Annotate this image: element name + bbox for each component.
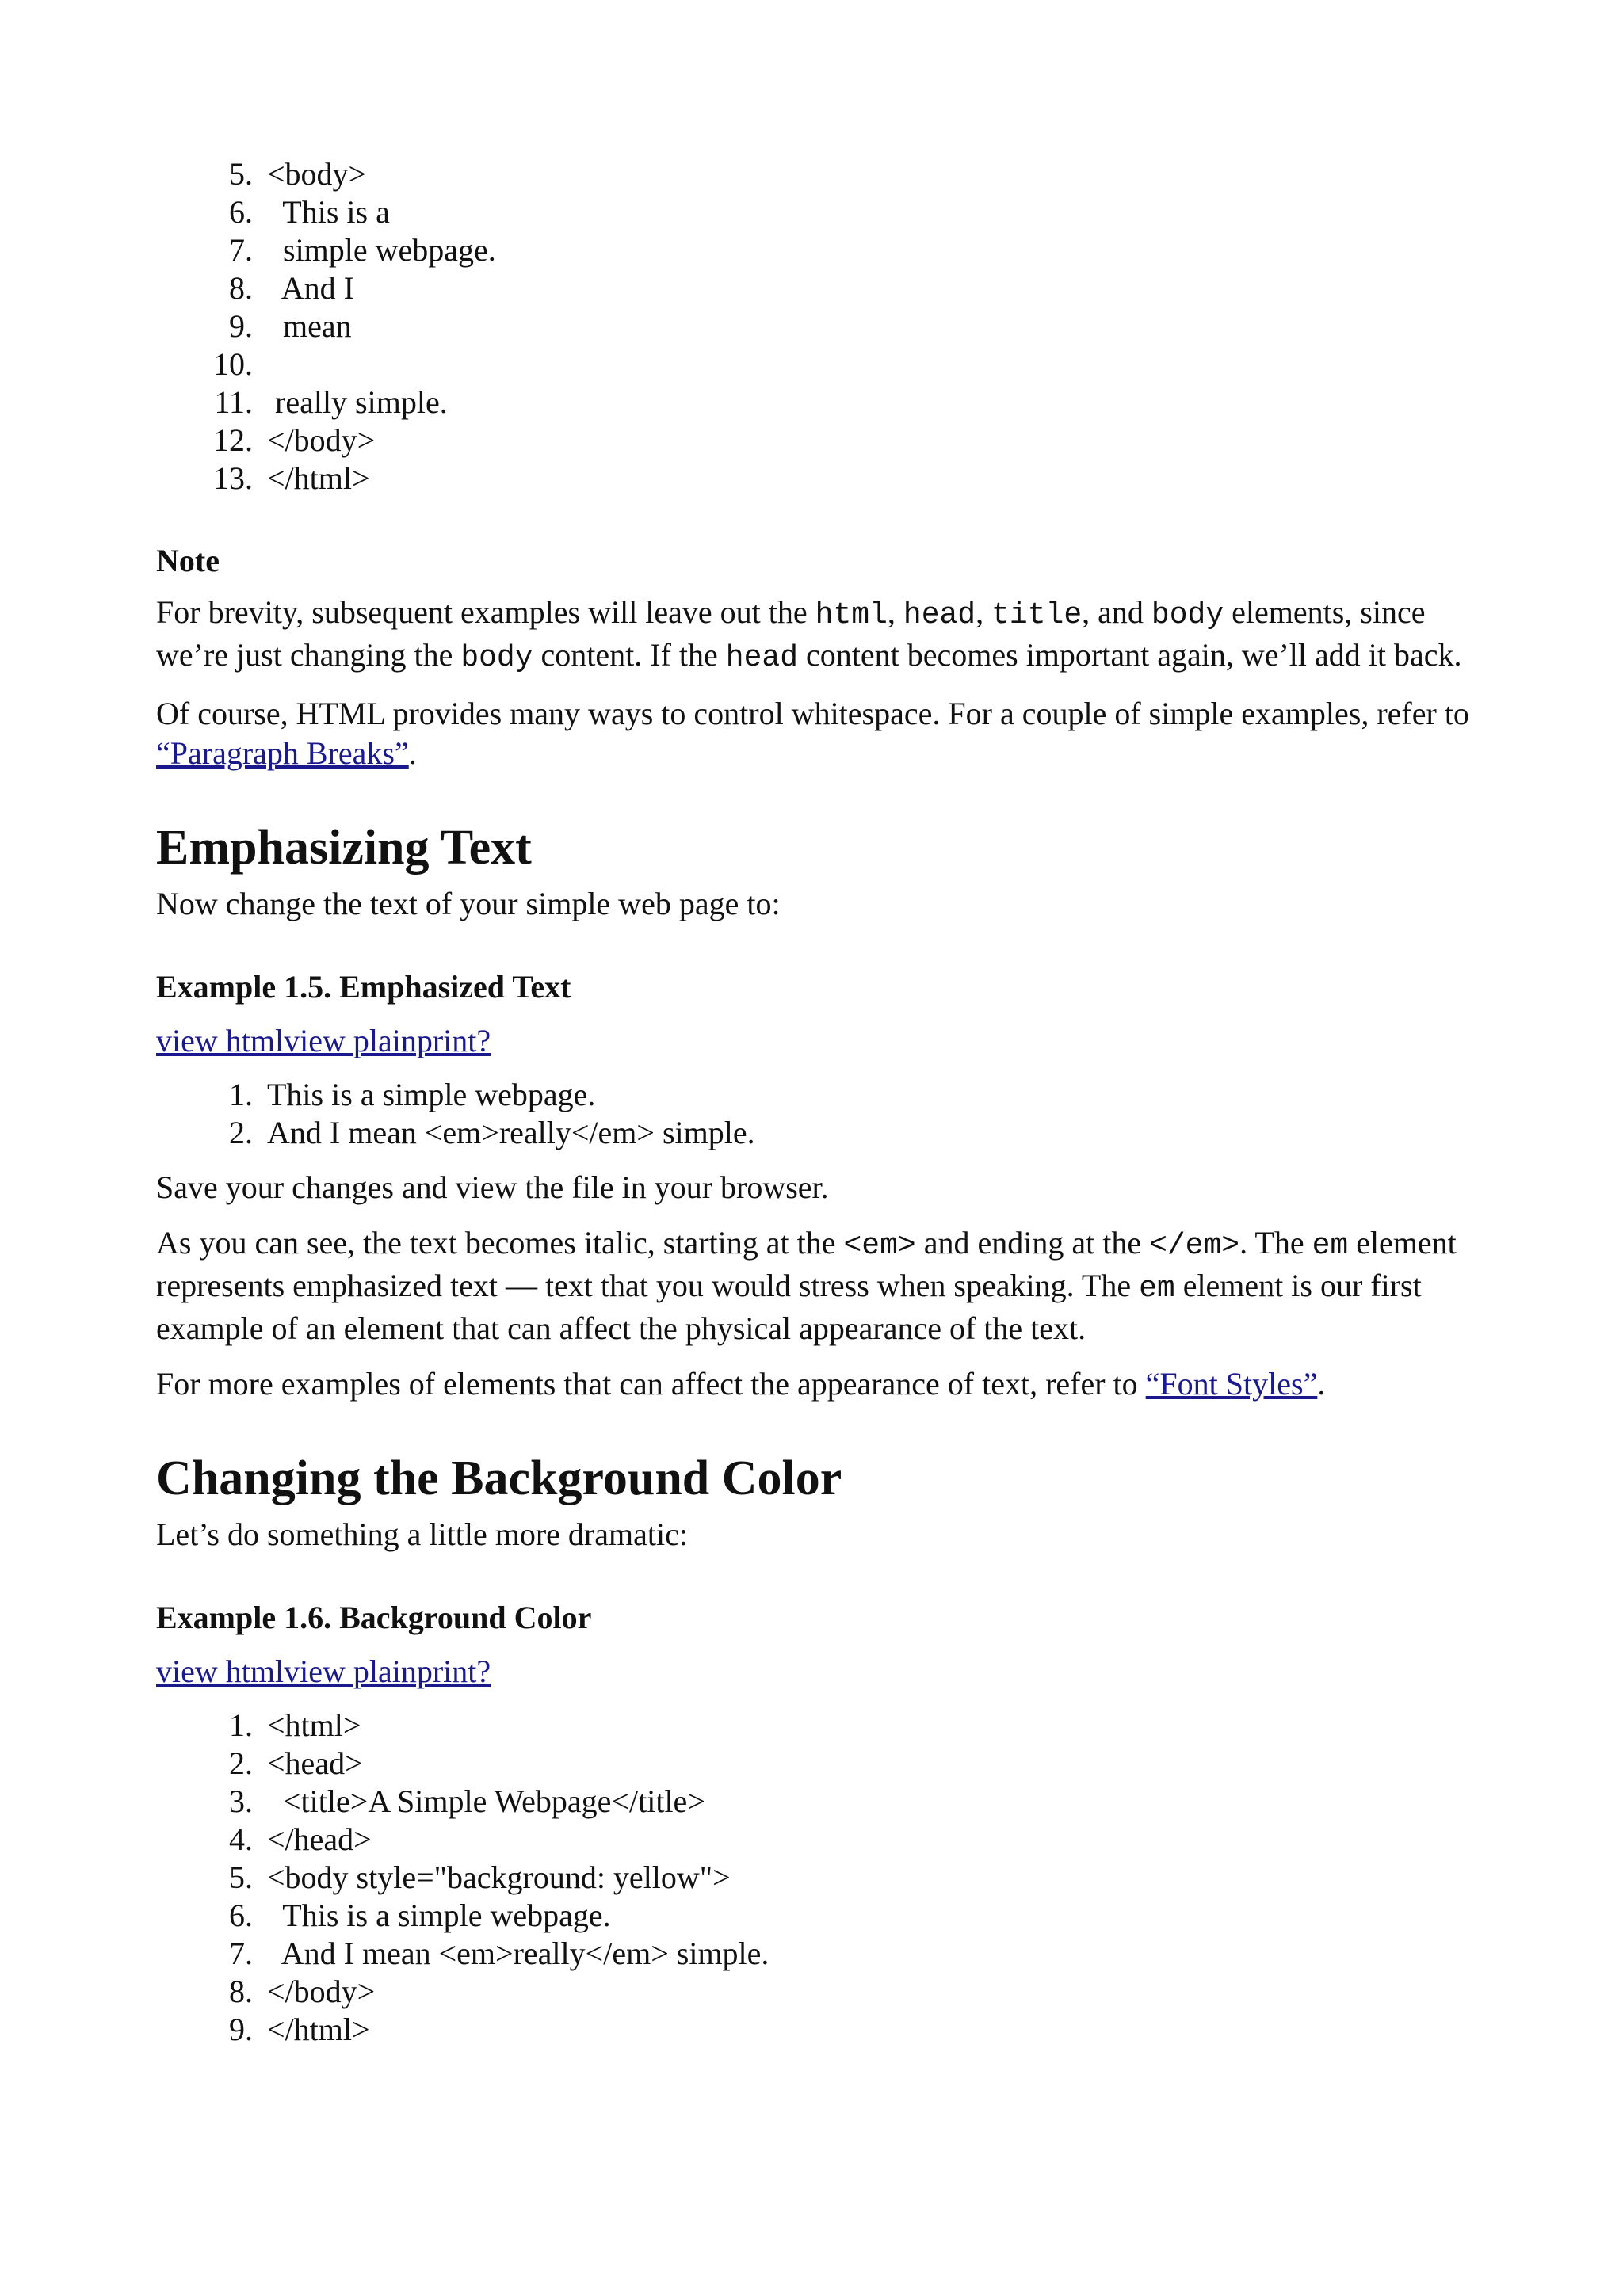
line-number: 3.: [229, 1783, 253, 1819]
note-paragraph: [156, 593, 1487, 678]
line-number: 13.: [213, 460, 253, 496]
code-line: [156, 1076, 1487, 1114]
paragraph-text: . The: [1239, 1225, 1312, 1261]
line-number: 4.: [229, 1821, 253, 1857]
code-text: This is a simple webpage.: [267, 1077, 596, 1112]
code-text: simple webpage.: [267, 232, 496, 268]
paragraph-text: .: [408, 735, 417, 771]
section-heading-emphasizing-text: Emphasizing Text: [156, 821, 532, 875]
view-html-plain-print-link[interactable]: view htmlview plainprint?: [156, 1653, 491, 1689]
code-line: [156, 2011, 1487, 2049]
section-intro: Now change the text of your simple web page to:: [156, 886, 781, 921]
code-inline: em: [1139, 1272, 1175, 1306]
code-line: [156, 193, 1487, 231]
code-line: [156, 460, 1487, 498]
paragraph-text: For more examples of elements that can affect the appearance of text, refer to: [156, 1366, 1146, 1402]
code-line: [156, 269, 1487, 307]
line-number: 12.: [213, 422, 253, 458]
font-styles-link[interactable]: “Font Styles”: [1145, 1366, 1318, 1402]
paragraph-text: and ending at the: [915, 1225, 1150, 1261]
line-number: 1.: [229, 1707, 253, 1743]
note-text: content. If the: [533, 637, 726, 673]
code-text: And I mean <em>really</em> simple.: [267, 1115, 755, 1150]
code-inline: title: [991, 598, 1083, 632]
code-inline: head: [725, 641, 799, 675]
section-intro: Let’s do something a little more dramatic:: [156, 1516, 688, 1552]
code-line: [156, 307, 1487, 345]
code-inline: body: [1151, 598, 1224, 632]
code-text: [253, 345, 267, 383]
note-text: ,: [887, 594, 903, 630]
line-number: 6.: [229, 1897, 253, 1933]
paragraph-text: element represents emphasized text — text that you would stress when speaking. The: [156, 1225, 1457, 1303]
code-line: [156, 1973, 1487, 2011]
code-text: </html>: [267, 2012, 370, 2047]
note-text: , and: [1082, 594, 1151, 630]
view-html-plain-print-link[interactable]: view htmlview plainprint?: [156, 1023, 491, 1058]
whitespace-paragraph: [156, 694, 1487, 773]
note-label: Note: [156, 543, 220, 578]
note-text: content becomes important again, we’ll add it back.: [798, 637, 1462, 673]
code-line: [156, 1821, 1487, 1859]
line-number: 6.: [229, 194, 253, 230]
line-number: 2.: [229, 1115, 253, 1150]
font-styles-paragraph: [156, 1364, 1487, 1404]
code-text: This is a: [267, 194, 390, 230]
paragraph-text: element is our first example of an element that can affect the physical appearance of the text.: [156, 1268, 1422, 1346]
view-links: [156, 1653, 1487, 1691]
code-text: </html>: [267, 460, 370, 496]
code-inline: html: [815, 598, 888, 632]
code-inline: </em>: [1149, 1229, 1240, 1263]
code-line: [156, 231, 1487, 269]
paragraph-text: As you can see, the text becomes italic, starting at the: [156, 1225, 844, 1261]
save-paragraph: Save your changes and view the file in your browser.: [156, 1169, 829, 1205]
line-number: 11.: [214, 384, 253, 420]
code-text: <body>: [267, 156, 367, 192]
code-text: really simple.: [267, 384, 448, 420]
document-content: [156, 155, 1487, 2049]
line-number: 7.: [229, 232, 253, 268]
note-text: ,: [976, 594, 992, 630]
code-line: [156, 1783, 1487, 1821]
code-listing-background: [156, 1707, 1487, 2049]
code-line: [156, 155, 1487, 193]
line-number: 2.: [229, 1745, 253, 1781]
em-explanation-paragraph: [156, 1223, 1487, 1348]
code-text: </body>: [267, 422, 376, 458]
line-number: 5.: [229, 1859, 253, 1895]
code-inline: head: [903, 598, 976, 632]
code-text: </head>: [267, 1821, 372, 1857]
code-text: And I mean <em>really</em> simple.: [267, 1936, 769, 1971]
code-text: This is a simple webpage.: [267, 1897, 611, 1933]
note-text: For brevity, subsequent examples will leave out the: [156, 594, 815, 630]
code-line: [156, 1745, 1487, 1783]
paragraph-breaks-link[interactable]: “Paragraph Breaks”: [156, 735, 409, 771]
line-number: 9.: [229, 2012, 253, 2047]
code-text: <head>: [267, 1745, 363, 1781]
code-line: [156, 1897, 1487, 1935]
paragraph-text: Of course, HTML provides many ways to control whitespace. For a couple of simple examples, refer to: [156, 696, 1469, 731]
code-line: [156, 1707, 1487, 1745]
code-inline: <em>: [843, 1229, 916, 1263]
line-number: 5.: [229, 156, 253, 192]
code-text: And I: [267, 270, 354, 306]
code-line: [156, 1114, 1487, 1152]
line-number: 8.: [229, 1974, 253, 2009]
code-text: </body>: [267, 1974, 376, 2009]
code-text: <html>: [267, 1707, 361, 1743]
code-line: [156, 1859, 1487, 1897]
code-listing-emphasized: [156, 1076, 1487, 1152]
code-line: [156, 1935, 1487, 1973]
line-number: 10.: [213, 346, 253, 382]
example-title: Example 1.5. Emphasized Text: [156, 969, 571, 1005]
code-line: [156, 345, 1487, 383]
code-inline: body: [460, 641, 533, 675]
example-title: Example 1.6. Background Color: [156, 1600, 592, 1635]
code-text: <title>A Simple Webpage</title>: [267, 1783, 705, 1819]
code-inline: em: [1312, 1229, 1349, 1263]
line-number: 9.: [229, 308, 253, 344]
paragraph-text: .: [1317, 1366, 1326, 1402]
line-number: 1.: [229, 1077, 253, 1112]
view-links: [156, 1022, 1487, 1060]
note-text: elements, since we’re just changing the: [156, 594, 1426, 673]
code-text: <body style="background: yellow">: [267, 1859, 731, 1895]
code-listing-continuation: [156, 155, 1487, 498]
section-heading-background-color: Changing the Background Color: [156, 1451, 842, 1505]
line-number: 7.: [229, 1936, 253, 1971]
line-number: 8.: [229, 270, 253, 306]
code-text: mean: [267, 308, 352, 344]
code-line: [156, 421, 1487, 460]
code-line: [156, 383, 1487, 421]
